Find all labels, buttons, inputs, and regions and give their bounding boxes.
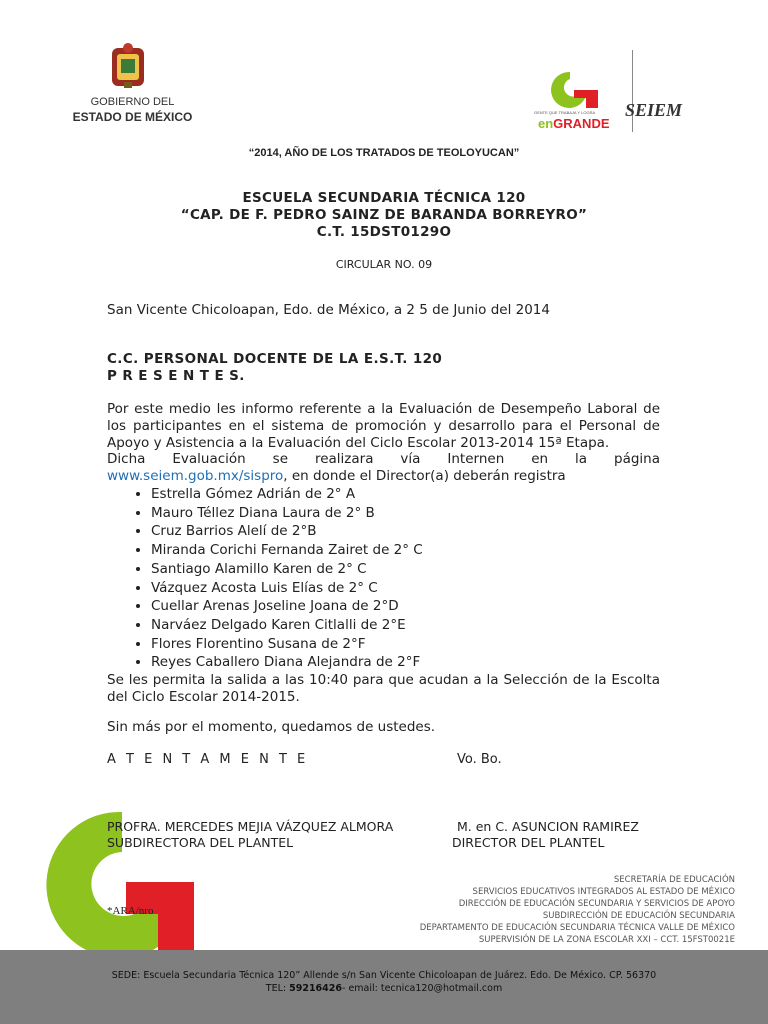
list-item: • Narváez Delgado Karen Citlalli de 2°E [151, 616, 660, 635]
year-motto: “2014, AÑO DE LOS TRATADOS DE TEOLOYUCAN” [248, 147, 520, 159]
footer-address: SEDE: Escuela Secundaria Técnica 120” Allende s/n San Vicente Chicoloapan de Juárez. Edo. De México. CP. 56370 [111, 970, 657, 981]
signature-right [452, 819, 692, 851]
institution-block [405, 874, 735, 946]
school-name: ESCUELA SECUNDARIA TÉCNICA 120 [242, 190, 526, 206]
signature-left [107, 819, 397, 851]
initials: *ARA/nro [107, 905, 154, 917]
signer-left-name: PROFRA. MERCEDES MEJIA VÁZQUEZ ALMORA [107, 819, 394, 834]
list-item: • Mauro Téllez Diana Laura de 2° B [151, 504, 660, 523]
footer-tel-label: TEL: [265, 983, 287, 994]
engrande-logo [530, 66, 610, 136]
list-item: • Reyes Caballero Diana Alejandra de 2°F [151, 653, 660, 672]
signer-right-title: DIRECTOR DEL PLANTEL [452, 835, 605, 850]
institution-line: DEPARTAMENTO DE EDUCACIÓN SECUNDARIA TÉCNICA VALLE DE MÉXICO [419, 923, 735, 933]
logo-text-line2: ESTADO DE MÉXICO [72, 110, 193, 124]
institution-line: SECRETARÍA DE EDUCACIÓN [613, 875, 735, 885]
institution-line: DIRECCIÓN DE EDUCACIÓN SECUNDARIA Y SERVICIOS DE APOYO [458, 899, 735, 909]
body-paragraph-2-tail: , en donde el Director(a) deberán registra [283, 468, 566, 485]
body-paragraph-2-first: Dicha Evaluación se realizara vía Internen en la página [107, 451, 660, 468]
school-honoree: “CAP. DE F. PEDRO SAINZ DE BARANDA BORREYRO” [180, 207, 588, 223]
participant-list [107, 485, 660, 672]
footer-tel: 59216426 [289, 983, 342, 994]
engrande-tagline: GENTE QUE TRABAJA Y LOGRA [534, 110, 596, 115]
sispro-link[interactable]: www.seiem.gob.mx/sispro [107, 468, 284, 485]
addressee-line1: C.C. PERSONAL DOCENTE DE LA E.S.T. 120 [107, 351, 443, 367]
footer-contact [0, 983, 768, 994]
list-item: • Vázquez Acosta Luis Elías de 2° C [151, 579, 660, 598]
list-item: • Miranda Corichi Fernanda Zairet de 2° C [151, 541, 660, 560]
list-item: • Cuellar Arenas Joseline Joana de 2°D [151, 597, 660, 616]
footer [0, 950, 768, 1024]
seiem-logo-text: SEIEM [625, 100, 683, 120]
place-date: San Vicente Chicoloapan, Edo. de México, a 2 5 de Junio del 2014 [107, 302, 550, 318]
signer-left-title: SUBDIRECTORA DEL PLANTEL [107, 835, 294, 850]
addressee-line2: P R E S E N T E S. [107, 368, 245, 384]
school-heading [0, 190, 768, 241]
engrande-word-grande: GRANDE [553, 116, 610, 131]
gobierno-estado-mexico-logo [50, 38, 215, 130]
atentamente: A T E N T A M E N T E [107, 752, 309, 767]
circular-number: CIRCULAR NO. 09 [335, 258, 433, 271]
institution-line: SUPERVISIÓN DE LA ZONA ESCOLAR XXI – CCT. 15FST0021E [478, 935, 735, 945]
vo-bo: Vo. Bo. [457, 752, 502, 767]
addressee [107, 351, 442, 385]
state-coat-of-arms-icon [108, 42, 148, 90]
engrande-wordmark [538, 116, 610, 131]
signer-right-name: M. en C. ASUNCION RAMIREZ [457, 819, 639, 834]
footer-email: - email: tecnica120@hotmail.com [342, 983, 503, 994]
school-ct: C.T. 15DST0129O [316, 224, 452, 240]
list-item: • Cruz Barrios Alelí de 2°B [151, 522, 660, 541]
body-paragraph-1: Por este medio les informo referente a la Evaluación de Desempeño Laboral de los participantes en el sistema de promoción y desarrollo para el Personal de Apoyo y Asistencia a la Evaluación del Ciclo Escolar 2013-2014 15ª Etapa. [107, 401, 660, 451]
letter-body [107, 401, 660, 706]
engrande-word-en: en [538, 116, 554, 131]
list-item: • Santiago Alamillo Karen de 2° C [151, 560, 660, 579]
body-paragraph-3: Se les permita la salida a las 10:40 para que acudan a la Selección de la Escolta del Ciclo Escolar 2014-2015. [107, 672, 660, 705]
body-paragraph-2-rest [107, 468, 660, 485]
logo-text-line1: GOBIERNO DEL [90, 96, 175, 108]
list-item: • Flores Florentino Susana de 2°F [151, 635, 660, 654]
engrande-g-logo-icon [530, 66, 610, 110]
list-item: • Estrella Gómez Adrián de 2° A [151, 485, 660, 504]
closing-line: Sin más por el momento, quedamos de ustedes. [107, 719, 436, 735]
institution-line: SUBDIRECCIÓN DE EDUCACIÓN SECUNDARIA [542, 911, 735, 921]
institution-line: SERVICIOS EDUCATIVOS INTEGRADOS AL ESTADO DE MÉXICO [472, 887, 735, 897]
